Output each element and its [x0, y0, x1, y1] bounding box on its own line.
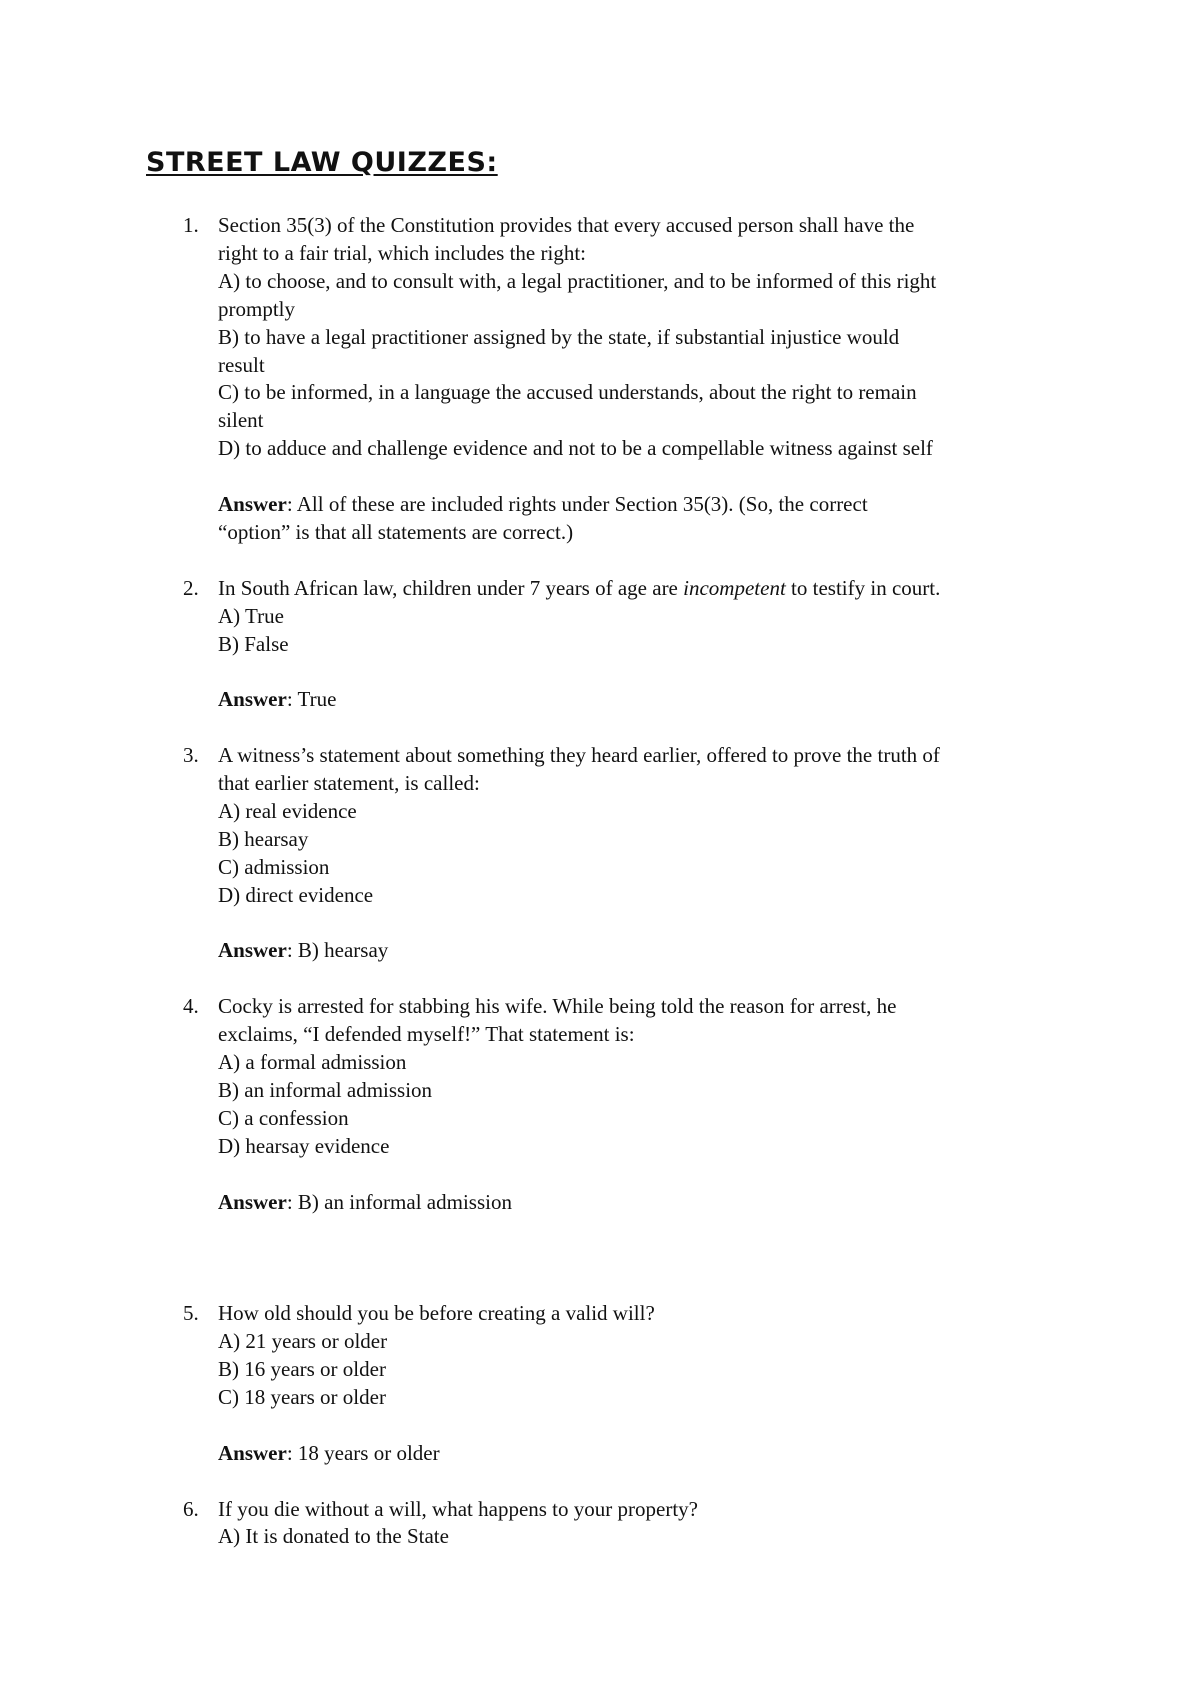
question-number: 4.: [183, 994, 199, 1019]
option-line: A) 21 years or older: [218, 1329, 388, 1354]
answer-line: [218, 1440, 1066, 1468]
option-line: C) 18 years or older: [218, 1384, 386, 1409]
option-line: B) an informal admission: [218, 1078, 433, 1102]
answer-line: “option” is that all statements are correct.): [218, 519, 574, 544]
option-line: A) True: [218, 603, 284, 628]
question-1: [146, 212, 1066, 547]
question-3: [146, 742, 1066, 965]
answer-line: [218, 491, 1066, 519]
question-number: 5.: [183, 1301, 199, 1326]
answer-label: Answer: [218, 1440, 287, 1465]
question-stem-line: exclaims, “I defended myself!” That statement is:: [218, 1022, 635, 1047]
question-list: [146, 212, 1066, 1579]
answer-text: : 18 years or older: [286, 1440, 440, 1465]
question-4: [146, 993, 1066, 1216]
option-line: B) to have a legal practitioner assigned by the state, if substantial injustice would: [218, 324, 900, 349]
question-number: 1.: [183, 213, 199, 237]
page-title: STREET LAW QUIZZES:: [146, 147, 498, 178]
question-number: 3.: [183, 743, 199, 768]
answer-label: Answer: [218, 687, 287, 712]
answer-label: Answer: [218, 492, 287, 517]
stem-text: In South African law, children under 7 years of age are: [218, 575, 684, 600]
answer-text: : All of these are included rights under Section 35(3). (So, the correct: [286, 492, 868, 517]
option-line: result: [218, 352, 265, 377]
option-line: B) False: [218, 631, 289, 656]
option-line: A) to choose, and to consult with, a legal practitioner, and to be informed of this right: [218, 268, 937, 293]
question-stem-line: Section 35(3) of the Constitution provides that every accused person shall have the: [218, 213, 915, 237]
answer-text: : B) hearsay: [286, 938, 389, 963]
answer-label: Answer: [218, 938, 287, 963]
stem-emphasis: incompetent: [683, 575, 786, 600]
option-line: silent: [218, 408, 264, 433]
answer-line: [218, 686, 1066, 714]
question-number: 2.: [183, 575, 199, 600]
option-line: B) 16 years or older: [218, 1357, 386, 1382]
option-line: D) hearsay evidence: [218, 1133, 390, 1158]
question-stem-line: right to a fair trial, which includes the right:: [218, 240, 586, 265]
answer-label: Answer: [218, 1189, 287, 1214]
option-line: A) a formal admission: [218, 1050, 407, 1075]
option-line: C) a confession: [218, 1105, 349, 1130]
answer-text: : B) an informal admission: [286, 1189, 512, 1214]
question-stem-line: How old should you be before creating a valid will?: [218, 1301, 655, 1326]
question-2: [146, 575, 1066, 715]
question-6: [146, 1496, 1066, 1552]
question-stem-line: that earlier statement, is called:: [218, 771, 480, 796]
question-5: [146, 1300, 1066, 1467]
option-line: B) hearsay: [218, 826, 309, 851]
option-line: A) It is donated to the State: [218, 1524, 449, 1549]
question-stem-line: If you die without a will, what happens to your property?: [218, 1496, 698, 1521]
option-line: promptly: [218, 296, 295, 321]
answer-line: [218, 937, 1066, 965]
option-line: D) to adduce and challenge evidence and not to be a compellable witness against self: [218, 436, 933, 461]
question-stem-line: A witness’s statement about something they heard earlier, offered to prove the truth of: [218, 743, 940, 768]
answer-text: : True: [286, 687, 337, 712]
answer-line: [218, 1189, 1066, 1217]
option-line: C) admission: [218, 854, 330, 879]
stem-text: to testify in court.: [785, 575, 941, 600]
option-line: A) real evidence: [218, 798, 357, 823]
question-stem-line: [218, 575, 1066, 603]
option-line: D) direct evidence: [218, 882, 374, 907]
question-number: 6.: [183, 1496, 199, 1521]
option-line: C) to be informed, in a language the accused understands, about the right to remain: [218, 380, 917, 405]
question-stem-line: Cocky is arrested for stabbing his wife. While being told the reason for arrest, he: [218, 994, 897, 1019]
